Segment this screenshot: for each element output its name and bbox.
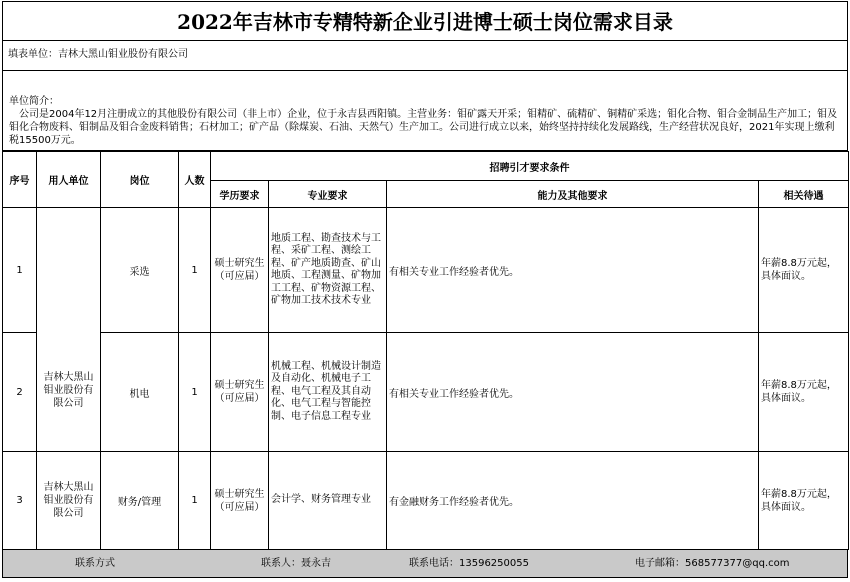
row-treatment: 年薪8.8万元起，具体面议。 (759, 208, 849, 333)
row-ability: 有金融财务工作经验者优先。 (387, 452, 759, 550)
row-seq: 2 (3, 333, 37, 452)
table-row (3, 333, 849, 452)
row-count: 1 (179, 208, 211, 333)
row-major: 机械工程、机械设计制造及自动化、机械电子工程、电气工程及其自动化、电气工程与智能控制、电子信息工程专业 (269, 333, 387, 452)
header-education: 学历要求 (211, 181, 269, 208)
header-ability: 能力及其他要求 (387, 181, 759, 208)
contact-phone: 联系电话：13596250055 (409, 558, 529, 569)
header-count: 人数 (179, 152, 211, 208)
row-seq: 1 (3, 208, 37, 333)
row-major: 地质工程、勘查技术与工程、采矿工程、测绘工程、矿产地质勘查、矿山地质、工程测量、矿物加工工程、矿物资源工程、矿物加工技术技术专业 (269, 208, 387, 333)
row-unit: 吉林大黑山钼业股份有限公司 (37, 452, 101, 550)
contact-method-label: 联系方式 (75, 558, 115, 569)
table-row (3, 208, 849, 333)
header-major: 专业要求 (269, 181, 387, 208)
header-row-1 (3, 152, 849, 181)
contact-email: 电子邮箱：568577377@qq.com (635, 558, 790, 569)
row-education: 硕士研究生（可应届） (211, 333, 269, 452)
filler-label: 填表单位： (8, 49, 58, 60)
header-treatment: 相关待遇 (759, 181, 849, 208)
form-sheet (2, 1, 848, 580)
contact-footer (2, 549, 848, 578)
header-seq: 序号 (3, 152, 37, 208)
intro-label: 单位简介： (9, 96, 59, 107)
header-requirements: 招聘引才要求条件 (211, 152, 849, 181)
row-post: 采选 (101, 208, 179, 333)
header-post: 岗位 (101, 152, 179, 208)
row-ability: 有相关专业工作经验者优先。 (387, 333, 759, 452)
row-post: 机电 (101, 333, 179, 452)
contact-person: 联系人：聂永吉 (261, 558, 331, 569)
company-intro (2, 71, 848, 151)
row-major: 会计学、财务管理专业 (269, 452, 387, 550)
row-treatment: 年薪8.8万元起，具体面议。 (759, 333, 849, 452)
requirements-table (2, 151, 849, 550)
table-row (3, 452, 849, 550)
row-treatment: 年薪8.8万元起，具体面议。 (759, 452, 849, 550)
row-count: 1 (179, 452, 211, 550)
row-unit-merged: 吉林大黑山钼业股份有限公司 (37, 208, 101, 452)
row-ability: 有相关专业工作经验者优先。 (387, 208, 759, 333)
filler-unit-row (2, 41, 848, 71)
intro-text: 公司是2004年12月注册成立的其他股份有限公司（非上市）企业，位于永吉县西阳镇。主营业务：钼矿露天开采；钼精矿、硫精矿、铜精矿采选；钼化合物、钼合金制品生产加工；钼及钼化合物废料、钼制品及钼合金废料销售；石材加工；矿产品（除煤炭、石油、天然气）生产加工。公司进行成立以来，始终坚持持续化发展路线，生产经营状况良好，2021年实现上缴利税15500万元。 (9, 109, 838, 146)
row-seq: 3 (3, 452, 37, 550)
row-education: 硕士研究生（可应届） (211, 452, 269, 550)
page-title: 2022年吉林市专精特新企业引进博士硕士岗位需求目录 (2, 1, 848, 41)
row-post: 财务/管理 (101, 452, 179, 550)
filler-value: 吉林大黑山钼业股份有限公司 (58, 49, 188, 60)
row-count: 1 (179, 333, 211, 452)
row-education: 硕士研究生（可应届） (211, 208, 269, 333)
header-unit: 用人单位 (37, 152, 101, 208)
